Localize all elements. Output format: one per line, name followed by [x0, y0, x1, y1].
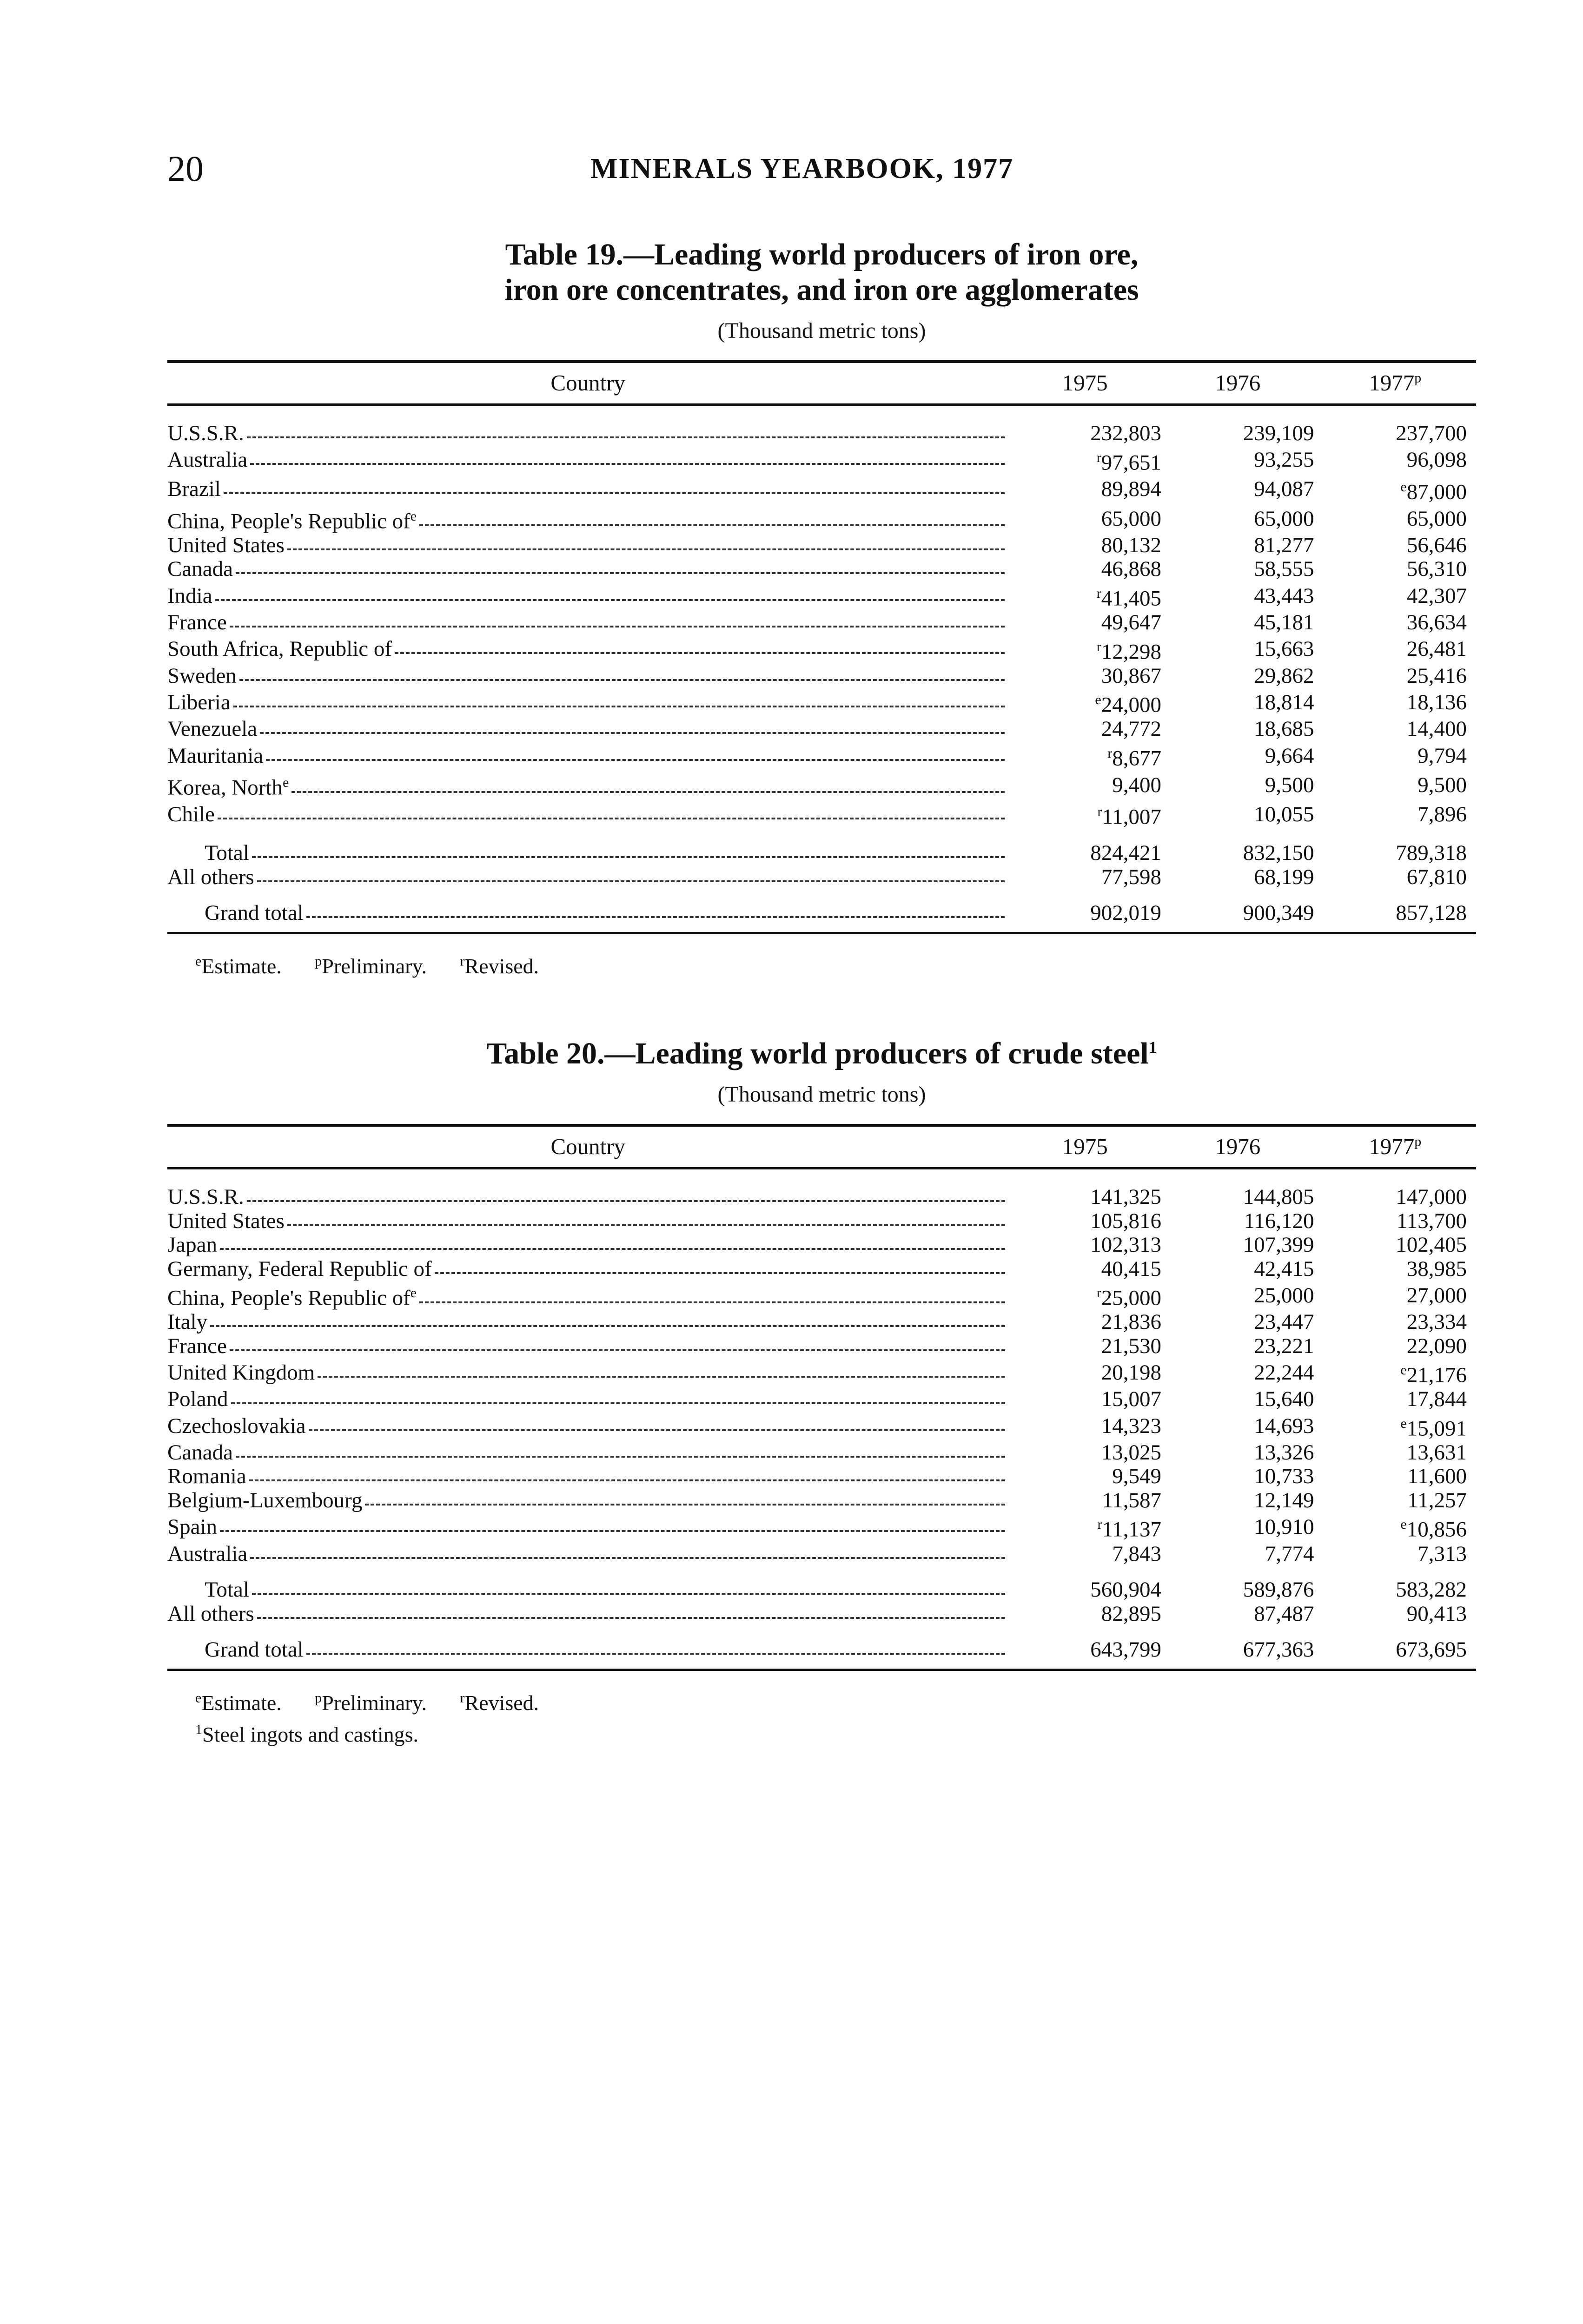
dot-leader	[257, 880, 1005, 882]
value-1975: 102,313	[1090, 1233, 1161, 1257]
page-header	[167, 148, 1469, 199]
dot-leader	[230, 1349, 1005, 1351]
value-1975: $^r$25,000	[1096, 1285, 1161, 1310]
country-name: United States	[167, 1209, 1009, 1234]
country-name: China, People's Republic $of^e$	[167, 1281, 1009, 1310]
dot-leader	[395, 652, 1005, 654]
dot-leader	[239, 679, 1005, 681]
all-others-row	[167, 865, 1476, 890]
country-name: Australia	[167, 446, 1008, 475]
all-others-row	[167, 1602, 1476, 1626]
column-header-1975: 1975	[1008, 362, 1161, 405]
table-row	[167, 771, 1476, 800]
country-name: United States	[167, 534, 1008, 558]
value-1976: 29,862	[1254, 663, 1314, 688]
dot-leader	[365, 1504, 1005, 1505]
value-1975: 46,868	[1101, 557, 1161, 581]
value-1975: 49,647	[1101, 610, 1161, 635]
value-1977: 23,334	[1406, 1310, 1467, 1334]
value-1975: 13,025	[1101, 1440, 1161, 1465]
country-name: Chile	[167, 800, 1008, 829]
value-1975: 40,415	[1101, 1256, 1161, 1281]
value-1977: 25,416	[1406, 663, 1467, 688]
table-20-title: Table 20.—Leading world producers of crude steel$^1$	[486, 1037, 1157, 1070]
value-1976: 45,181	[1254, 610, 1314, 635]
table-20-unit: (Thousand metric tons)	[717, 1082, 926, 1107]
country-name: Venezuela	[167, 717, 1008, 741]
value-1977: 38,985	[1406, 1256, 1467, 1281]
value-1976: 22,244	[1254, 1360, 1314, 1385]
table-20-header-row	[167, 1125, 1476, 1169]
dot-leader	[252, 856, 1005, 858]
table-row	[167, 581, 1476, 611]
dot-leader	[257, 1617, 1005, 1619]
value-1976: 116,120	[1244, 1208, 1314, 1233]
value-1976: 10,910	[1254, 1515, 1314, 1539]
value-1976: 12,149	[1254, 1488, 1314, 1512]
table-19-unit: (Thousand metric tons)	[717, 318, 926, 343]
table-row	[167, 1334, 1476, 1359]
value-1977: 789,318	[1396, 841, 1467, 865]
table-19-title-line-1: Table 19.—Leading world producers of iron ore,	[505, 238, 1139, 271]
country-name: Liberia	[167, 688, 1008, 717]
value-1975: $^r$8,677	[1107, 745, 1161, 771]
value-1977: $^e$15,091	[1400, 1415, 1467, 1441]
dot-leader	[419, 524, 1005, 526]
dot-leader	[287, 1224, 1005, 1226]
value-1976: 7,774	[1265, 1541, 1314, 1566]
country-name: All others	[167, 1602, 1009, 1626]
table-20	[167, 1124, 1476, 1671]
value-1976: 42,415	[1254, 1256, 1314, 1281]
column-header-1976: 1976	[1161, 362, 1314, 405]
dot-leader	[231, 1402, 1005, 1404]
country-name: Spain	[167, 1512, 1009, 1542]
value-1975: $^r$11,007	[1097, 804, 1161, 829]
value-1975: 9,549	[1112, 1464, 1161, 1489]
dot-leader	[287, 548, 1005, 550]
value-1977: 11,600	[1407, 1464, 1467, 1489]
country-name: Mauritania	[167, 741, 1008, 771]
value-1977: 18,136	[1406, 690, 1467, 715]
total-row	[167, 829, 1476, 865]
value-1977: 9,500	[1417, 772, 1467, 797]
value-1976: 65,000	[1254, 506, 1314, 531]
value-1976: 589,876	[1243, 1578, 1314, 1602]
value-1977: 113,700	[1396, 1208, 1467, 1233]
value-1977: 857,128	[1396, 901, 1467, 925]
column-header-1975: 1975	[1009, 1125, 1161, 1169]
table-row	[167, 504, 1476, 534]
dot-leader	[419, 1301, 1005, 1303]
country-name: Germany, Federal Republic of	[167, 1257, 1009, 1281]
value-1977: 7,896	[1417, 802, 1467, 827]
country-name: Czechoslovakia	[167, 1412, 1009, 1441]
dot-leader	[247, 1200, 1005, 1202]
value-1976: 13,326	[1254, 1440, 1314, 1465]
table-row	[167, 1387, 1476, 1412]
country-name: Grand total	[167, 1626, 1009, 1670]
value-1975: 77,598	[1101, 865, 1161, 889]
value-1976: 18,685	[1254, 717, 1314, 741]
table-row	[167, 475, 1476, 504]
value-1977: 147,000	[1396, 1185, 1467, 1209]
value-1977: 673,695	[1396, 1637, 1467, 1662]
note-revised: $^r$Revised.	[460, 1690, 539, 1715]
value-1977: $^e$21,176	[1400, 1362, 1467, 1387]
value-1975: 15,007	[1101, 1387, 1161, 1412]
dot-leader	[306, 1653, 1005, 1655]
dot-leader	[247, 436, 1005, 438]
value-1976: 14,693	[1254, 1413, 1314, 1438]
table-row	[167, 800, 1476, 829]
table-19-body	[167, 405, 1476, 933]
country-name: France	[167, 1334, 1009, 1359]
value-1975: 9,400	[1112, 772, 1161, 797]
value-1977: $^e$10,856	[1400, 1517, 1467, 1542]
note-preliminary: $^p$Preliminary.	[315, 1690, 427, 1715]
country-name: India	[167, 581, 1008, 611]
table-row	[167, 534, 1476, 558]
value-1977: 67,810	[1406, 865, 1467, 889]
table-row	[167, 557, 1476, 581]
value-1975: 232,803	[1090, 421, 1161, 445]
table-19-header-row	[167, 362, 1476, 405]
dot-leader	[236, 1456, 1005, 1458]
running-head: MINERALS YEARBOOK, 1977	[590, 153, 1014, 185]
dot-leader	[306, 916, 1005, 918]
value-1977: 26,481	[1406, 637, 1467, 661]
value-1977: 90,413	[1406, 1601, 1467, 1626]
value-1975: 89,894	[1101, 477, 1161, 502]
value-1977: 14,400	[1406, 717, 1467, 741]
table-row	[167, 446, 1476, 475]
value-1976: 81,277	[1254, 533, 1314, 557]
value-1976: 93,255	[1254, 448, 1314, 472]
column-header-1977: 1977$^p$	[1314, 362, 1476, 405]
country-name: Korea, North$^e$	[167, 771, 1008, 800]
country-name: Australia	[167, 1542, 1009, 1566]
table-19-block	[167, 237, 1476, 980]
table-row	[167, 1412, 1476, 1441]
value-1977: $^e$87,000	[1400, 479, 1467, 504]
value-1975: 80,132	[1101, 533, 1161, 557]
value-1975: 20,198	[1101, 1360, 1161, 1385]
dot-leader	[210, 1325, 1005, 1327]
value-1975: 21,836	[1101, 1310, 1161, 1334]
value-1977: 56,646	[1406, 533, 1467, 557]
value-1975: 643,799	[1090, 1637, 1161, 1662]
dot-leader	[224, 492, 1005, 494]
value-1977: 42,307	[1406, 583, 1467, 608]
value-1975: $^e$24,000	[1095, 692, 1161, 717]
value-1975: $^r$97,651	[1096, 449, 1161, 475]
preliminary-mark: p	[1414, 370, 1422, 386]
column-header-1976: 1976	[1161, 1125, 1314, 1169]
country-name: Belgium-Luxembourg	[167, 1489, 1009, 1513]
table-row	[167, 1512, 1476, 1542]
dot-leader	[218, 818, 1005, 819]
country-name: France	[167, 611, 1008, 635]
value-1975: 21,530	[1101, 1334, 1161, 1358]
country-name: Sweden	[167, 664, 1008, 688]
value-1977: 17,844	[1406, 1387, 1467, 1412]
value-1976: 18,814	[1254, 690, 1314, 715]
value-1976: 107,399	[1243, 1233, 1314, 1257]
dot-leader	[220, 1530, 1005, 1532]
dot-leader	[435, 1272, 1005, 1274]
note-revised: $^r$Revised.	[460, 953, 539, 978]
value-1975: 24,772	[1101, 717, 1161, 741]
country-name: Romania	[167, 1465, 1009, 1489]
value-1977: 27,000	[1406, 1283, 1467, 1307]
country-name: U.S.S.R.	[167, 1169, 1009, 1209]
value-1976: 23,221	[1254, 1334, 1314, 1358]
value-1977: 237,700	[1396, 421, 1467, 445]
table-row	[167, 1169, 1476, 1209]
note-estimate: $^e$Estimate.	[195, 953, 282, 978]
table-19	[167, 360, 1476, 934]
table-row	[167, 688, 1476, 717]
note-preliminary: $^p$Preliminary.	[315, 953, 427, 978]
value-1976: 23,447	[1254, 1310, 1314, 1334]
dot-leader	[233, 706, 1005, 707]
value-1975: 30,867	[1101, 663, 1161, 688]
country-name: Total	[167, 829, 1008, 865]
value-1976: 239,109	[1243, 421, 1314, 445]
table-row	[167, 1233, 1476, 1257]
value-1975: 82,895	[1101, 1601, 1161, 1626]
value-1975: 65,000	[1101, 506, 1161, 531]
table-row	[167, 1310, 1476, 1334]
dot-leader	[230, 626, 1005, 627]
table-row	[167, 741, 1476, 771]
table-row	[167, 1257, 1476, 1281]
value-1976: 9,664	[1265, 743, 1314, 768]
note-footnote-1: $^1$Steel ingots and castings.	[195, 1722, 419, 1747]
country-name: Poland	[167, 1387, 1009, 1412]
value-1975: 11,587	[1102, 1488, 1161, 1512]
value-1977: 11,257	[1407, 1488, 1467, 1512]
value-1976: 10,733	[1254, 1464, 1314, 1489]
value-1975: $^r$12,298	[1096, 639, 1161, 664]
value-1975: $^r$41,405	[1096, 585, 1161, 611]
table-row	[167, 1441, 1476, 1465]
dot-leader	[291, 791, 1005, 793]
value-1976: 87,487	[1254, 1601, 1314, 1626]
value-1976: 15,663	[1254, 637, 1314, 661]
table-row	[167, 1281, 1476, 1310]
value-1975: 141,325	[1090, 1185, 1161, 1209]
country-name: Grand total	[167, 889, 1008, 933]
value-1977: 9,794	[1417, 743, 1467, 768]
country-name: Brazil	[167, 475, 1008, 504]
value-1975: $^r$11,137	[1097, 1517, 1161, 1542]
value-1977: 36,634	[1406, 610, 1467, 635]
dot-leader	[250, 463, 1005, 465]
value-1976: 10,055	[1254, 802, 1314, 827]
dot-leader	[236, 572, 1005, 574]
dot-leader	[266, 759, 1005, 761]
value-1977: 7,313	[1417, 1541, 1467, 1566]
value-1975: 105,816	[1090, 1208, 1161, 1233]
value-1977: 102,405	[1396, 1233, 1467, 1257]
country-name: South Africa, Republic of	[167, 635, 1008, 664]
table-20-body	[167, 1169, 1476, 1670]
country-name: Total	[167, 1566, 1009, 1602]
value-1976: 94,087	[1254, 477, 1314, 502]
value-1975: 560,904	[1090, 1578, 1161, 1602]
footnote-1-mark: 1	[1148, 1038, 1157, 1056]
dot-leader	[260, 732, 1005, 734]
table-row	[167, 1489, 1476, 1513]
dot-leader	[250, 1557, 1005, 1559]
table-row	[167, 664, 1476, 688]
value-1975: 14,323	[1101, 1413, 1161, 1438]
grand-total-row	[167, 1626, 1476, 1670]
table-20-notes	[167, 1685, 1476, 1749]
country-name: Canada	[167, 557, 1008, 581]
table-row	[167, 1209, 1476, 1234]
value-1977: 13,631	[1406, 1440, 1467, 1465]
column-header-country: Country	[167, 1125, 1009, 1169]
dot-leader	[309, 1429, 1005, 1431]
dot-leader	[249, 1479, 1005, 1481]
table-row	[167, 405, 1476, 446]
total-row	[167, 1566, 1476, 1602]
country-name: U.S.S.R.	[167, 405, 1008, 446]
table-20-block	[167, 1030, 1476, 1748]
table-19-title-line-2: iron ore concentrates, and iron ore agglomerates	[504, 273, 1139, 307]
value-1975: 902,019	[1090, 901, 1161, 925]
table-row	[167, 1542, 1476, 1566]
country-name: China, People's Republic $of^e$	[167, 504, 1008, 534]
value-1976: 25,000	[1254, 1283, 1314, 1307]
table-19-title	[167, 237, 1476, 308]
preliminary-mark: p	[1414, 1134, 1422, 1149]
value-1977: 22,090	[1406, 1334, 1467, 1358]
country-name: Italy	[167, 1310, 1009, 1334]
value-1976: 43,443	[1254, 583, 1314, 608]
value-1975: 7,843	[1112, 1541, 1161, 1566]
value-1977: 96,098	[1406, 448, 1467, 472]
value-1977: 65,000	[1406, 506, 1467, 531]
value-1976: 15,640	[1254, 1387, 1314, 1412]
column-header-1977: 1977$^p$	[1314, 1125, 1476, 1169]
table-row	[167, 1465, 1476, 1489]
value-1976: 58,555	[1254, 557, 1314, 581]
value-1976: 832,150	[1243, 841, 1314, 865]
table-row	[167, 1358, 1476, 1387]
value-1976: 677,363	[1243, 1637, 1314, 1662]
value-1976: 900,349	[1243, 901, 1314, 925]
table-row	[167, 611, 1476, 635]
country-name: Japan	[167, 1233, 1009, 1257]
note-estimate: $^e$Estimate.	[195, 1690, 282, 1715]
value-1977: 583,282	[1396, 1578, 1467, 1602]
table-19-notes	[167, 948, 1476, 980]
dot-leader	[318, 1376, 1005, 1378]
dot-leader	[220, 1248, 1005, 1250]
country-name: United Kingdom	[167, 1358, 1009, 1387]
value-1975: 824,421	[1090, 841, 1161, 865]
column-header-country: Country	[167, 362, 1008, 405]
country-name: All others	[167, 865, 1008, 890]
value-1976: 9,500	[1265, 772, 1314, 797]
table-row	[167, 717, 1476, 741]
dot-leader	[215, 599, 1005, 601]
country-name: Canada	[167, 1441, 1009, 1465]
grand-total-row	[167, 889, 1476, 933]
page-number: 20	[167, 148, 204, 189]
value-1976: 144,805	[1243, 1185, 1314, 1209]
value-1977: 56,310	[1406, 557, 1467, 581]
dot-leader	[252, 1593, 1005, 1595]
value-1976: 68,199	[1254, 865, 1314, 889]
table-row	[167, 635, 1476, 664]
